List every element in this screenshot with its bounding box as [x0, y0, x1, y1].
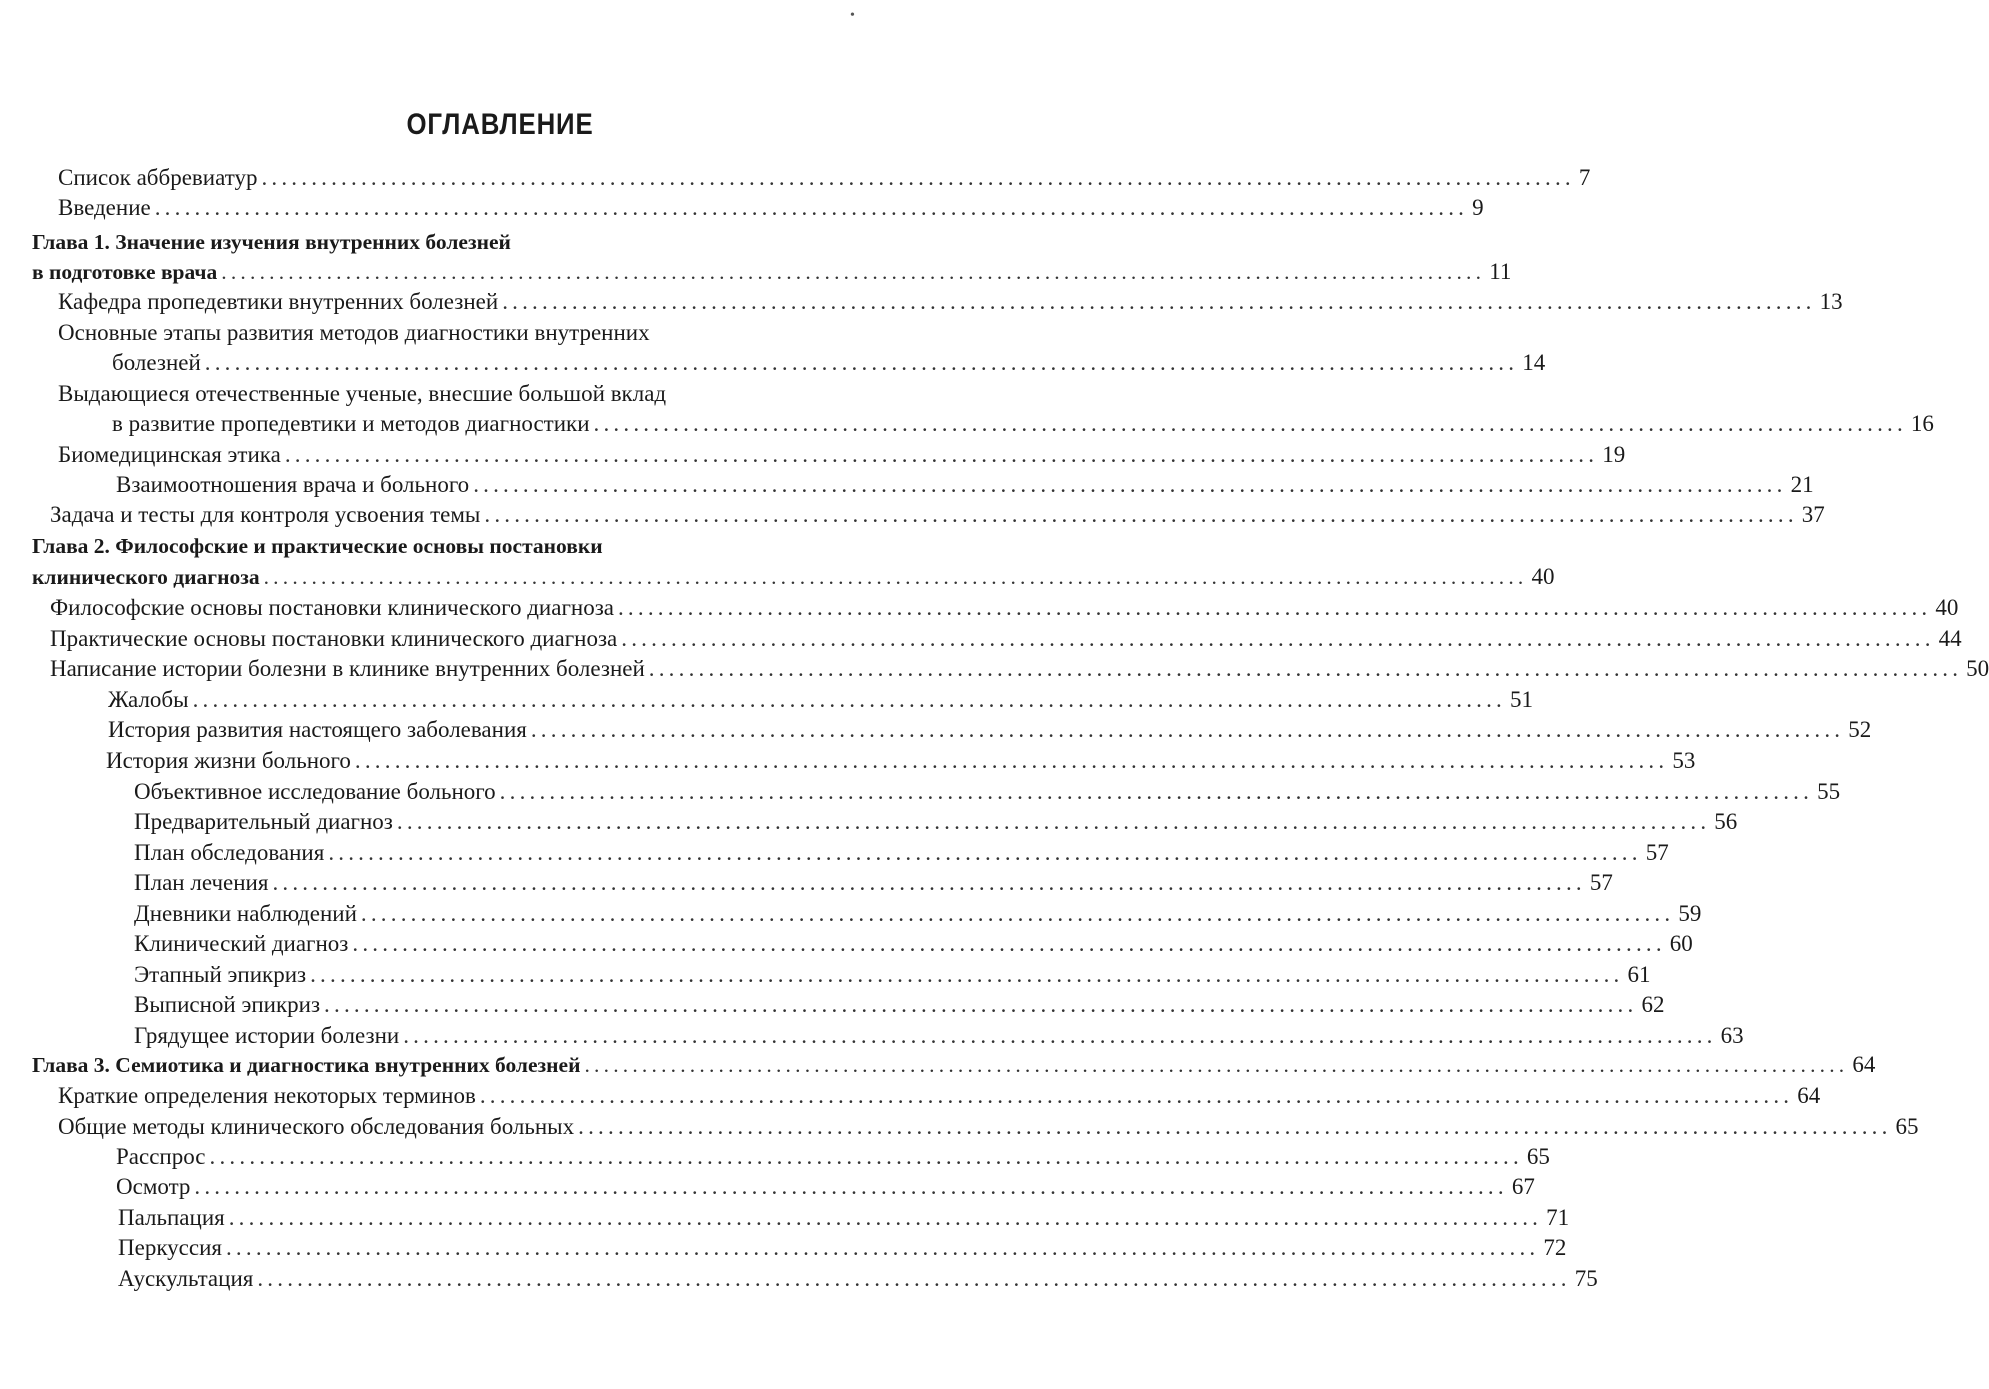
toc-entry-title: Пальпация [118, 1205, 225, 1230]
toc-entry-page: 55 [1817, 779, 1841, 804]
toc-entry-title: Глава 3. Семиотика и диагностика внутренних болезней [32, 1053, 581, 1077]
toc-entry[interactable]: Введение .................................................................................................................................... 9 [58, 192, 840, 224]
toc-entry[interactable]: Грядущее истории болезни .................................................................................................................................... 63 [134, 1020, 846, 1052]
toc-entry[interactable]: Дневники наблюдений .................................................................................................................................... 59 [134, 898, 846, 930]
toc-entry-title: Биомедицинская этика [58, 442, 281, 467]
toc-entry[interactable]: Список аббревиатур .................................................................................................................................... 7 [58, 162, 840, 194]
toc-entry[interactable]: Общие методы клинического обследования больных .................................................................................................................................... 65 [58, 1111, 848, 1143]
toc-entry[interactable]: Клинический диагноз .................................................................................................................................... 60 [134, 928, 846, 960]
toc-entry-page: 50 [1966, 656, 1989, 681]
toc-entry-title: Задача и тесты для контроля усвоения темы [50, 502, 481, 527]
toc-entry[interactable]: в развитие пропедевтики и методов диагностики .................................................................................................................................... 16 [112, 408, 842, 440]
toc-entry-title: в подготовке врача [32, 260, 218, 284]
toc-entry-page: 65 [1526, 1144, 1550, 1169]
toc-entry-title: История жизни больного [106, 748, 351, 773]
toc-entry[interactable]: Биомедицинская этика .................................................................................................................................... 19 [58, 439, 842, 471]
toc-entry[interactable]: Задача и тесты для контроля усвоения темы .................................................................................................................................... 37 [50, 499, 842, 531]
toc-entry[interactable]: Выписной эпикриз .................................................................................................................................... 62 [134, 989, 846, 1021]
toc-entry[interactable]: Перкуссия .................................................................................................................................... 72 [118, 1232, 848, 1264]
toc-entry-title: Список аббревиатур [58, 165, 258, 190]
toc-entry-page: 13 [1819, 289, 1843, 314]
toc-chapter-entry[interactable]: Глава 3. Семиотика и диагностика внутренних болезней .................................................................................................................................... 64 [32, 1049, 848, 1081]
toc-entry-title: клинического диагноза [32, 565, 260, 589]
toc-entry-title: Осмотр [116, 1174, 191, 1199]
toc-entry[interactable]: Написание истории болезни в клинике внутренних болезней .................................................................................................................................... 50 [50, 653, 844, 685]
toc-entry-page: 67 [1511, 1174, 1535, 1199]
toc-entry[interactable]: Краткие определения некоторых терминов .................................................................................................................................... 64 [58, 1080, 848, 1112]
toc-entry-title: План обследования [134, 840, 325, 865]
toc-entry-page: 7 [1578, 165, 1591, 190]
toc-entry-line1: Выдающиеся отечественные ученые, внесшие большой вклад [58, 381, 667, 406]
toc-entry-title: Практические основы постановки клинического диагноза [50, 626, 618, 651]
toc-entry-page: 60 [1669, 931, 1693, 956]
toc-entry-page: 63 [1720, 1023, 1744, 1048]
toc-entry-title: Этапный эпикриз [134, 962, 307, 987]
toc-entry[interactable]: История развития настоящего заболевания .................................................................................................................................... 52 [108, 714, 844, 746]
toc-entry-page: 51 [1510, 687, 1533, 712]
toc-entry[interactable]: Пальпация .................................................................................................................................... 71 [118, 1202, 848, 1234]
toc-chapter-entry[interactable]: в подготовке врача .................................................................................................................................... 11 [32, 256, 842, 288]
toc-entry-page: 14 [1522, 350, 1546, 375]
toc-entry[interactable]: Практические основы постановки клинического диагноза .................................................................................................................................... 44 [50, 623, 844, 655]
toc-entry-page: 37 [1801, 502, 1825, 527]
toc-entry-title: Введение [58, 195, 151, 220]
toc-entry-page: 72 [1543, 1235, 1567, 1260]
toc-entry-page: 62 [1641, 992, 1665, 1017]
toc-entry-page: 57 [1589, 870, 1613, 895]
chapter-heading-line1: Глава 2. Философские и практические основы постановки [32, 534, 603, 558]
toc-entry-title: Грядущее истории болезни [134, 1023, 400, 1048]
toc-entry-page: 57 [1645, 840, 1669, 865]
chapter-heading-line1: Глава 1. Значение изучения внутренних болезней [32, 230, 511, 254]
toc-entry[interactable]: Предварительный диагноз .................................................................................................................................... 56 [134, 806, 846, 838]
toc-entry-title: Краткие определения некоторых терминов [58, 1083, 476, 1108]
toc-entry-page: 9 [1472, 195, 1484, 220]
toc-entry[interactable]: Кафедра пропедевтики внутренних болезней .................................................................................................................................... 13 [58, 286, 842, 318]
toc-entry-page: 44 [1938, 626, 1962, 651]
toc-entry[interactable]: Аускультация .................................................................................................................................... 75 [118, 1263, 848, 1295]
toc-entry-page: 16 [1910, 411, 1934, 436]
toc-entry-title: в развитие пропедевтики и методов диагностики [112, 411, 590, 436]
toc-entry-title: Общие методы клинического обследования больных [58, 1114, 575, 1139]
toc-entry-page: 71 [1546, 1205, 1570, 1230]
toc-entry-page: 65 [1895, 1114, 1919, 1139]
toc-entry-title: Философские основы постановки клинического диагноза [50, 595, 614, 620]
corner-mark: • [850, 8, 855, 23]
toc-entry-title: Написание истории болезни в клинике внутренних болезней [50, 656, 645, 681]
toc-entry-title: Выписной эпикриз [134, 992, 321, 1017]
toc-entry-title: Кафедра пропедевтики внутренних болезней [58, 289, 499, 314]
toc-entry-title: Взаимоотношения врача и больного [116, 472, 470, 497]
toc-entry[interactable]: Жалобы .................................................................................................................................... 51 [108, 684, 844, 716]
toc-entry-page: 53 [1672, 748, 1696, 773]
page-title: ОГЛАВЛЕНИЕ [406, 108, 594, 141]
toc-entry[interactable]: болезней .................................................................................................................................... 14 [112, 347, 842, 379]
toc-entry-title: Аускультация [118, 1266, 254, 1291]
toc-entry-title: История развития настоящего заболевания [108, 717, 527, 742]
toc-entry-title: План лечения [134, 870, 269, 895]
toc-entry-page: 64 [1797, 1083, 1821, 1108]
toc-entry-title: Клинический диагноз [134, 931, 349, 956]
toc-entry-title: Объективное исследование больного [134, 779, 496, 804]
toc-entry-title: Жалобы [108, 687, 189, 712]
toc-entry-title: Предварительный диагноз [134, 809, 393, 834]
toc-entry-title: Дневники наблюдений [134, 901, 357, 926]
toc-entry[interactable]: Расспрос .................................................................................................................................... 65 [116, 1141, 848, 1173]
toc-entry-page: 40 [1531, 564, 1555, 589]
toc-entry-line1: Основные этапы развития методов диагностики внутренних [58, 320, 650, 345]
toc-entry-page: 56 [1714, 809, 1738, 834]
toc-entry[interactable]: Взаимоотношения врача и больного .................................................................................................................................... 21 [116, 469, 842, 501]
toc-entry-page: 21 [1790, 472, 1814, 497]
toc-entry-page: 61 [1627, 962, 1651, 987]
toc-entry-page: 19 [1602, 442, 1626, 467]
toc-chapter-entry[interactable]: клинического диагноза .................................................................................................................................... 40 [32, 561, 844, 593]
toc-entry-title: Расспрос [116, 1144, 206, 1169]
toc-entry-page: 59 [1678, 901, 1702, 926]
toc-entry-title: Перкуссия [118, 1235, 222, 1260]
toc-entry[interactable]: Объективное исследование больного .................................................................................................................................... 55 [134, 776, 846, 808]
toc-entry[interactable]: План лечения .................................................................................................................................... 57 [134, 867, 846, 899]
toc-entry[interactable]: Осмотр .................................................................................................................................... 67 [116, 1171, 848, 1203]
toc-entry-page: 64 [1852, 1052, 1876, 1077]
toc-entry-page: 40 [1935, 595, 1959, 620]
toc-entry[interactable]: История жизни больного .................................................................................................................................... 53 [106, 745, 844, 777]
toc-entry-page: 75 [1574, 1266, 1598, 1291]
toc-entry[interactable]: Этапный эпикриз .................................................................................................................................... 61 [134, 959, 846, 991]
toc-entry-page: 11 [1489, 259, 1512, 284]
toc-entry[interactable]: План обследования .................................................................................................................................... 57 [134, 837, 846, 869]
toc-entry-page: 52 [1848, 717, 1872, 742]
toc-entry-title: болезней [112, 350, 201, 375]
toc-entry[interactable]: Философские основы постановки клинического диагноза .................................................................................................................................... 40 [50, 592, 844, 624]
